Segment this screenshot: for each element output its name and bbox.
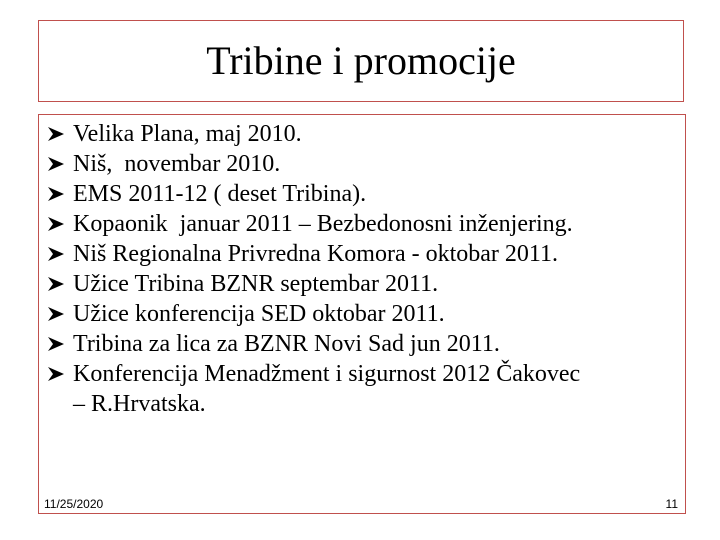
content-box <box>38 114 686 514</box>
list-item <box>47 239 677 269</box>
list-item <box>47 209 677 239</box>
list-item <box>47 329 677 359</box>
page-number: 11 <box>665 497 678 511</box>
list-item <box>47 359 677 389</box>
list-item <box>47 179 677 209</box>
arrow-bullet-icon <box>47 269 73 299</box>
arrow-bullet-icon <box>47 149 73 179</box>
bullet-indent-spacer <box>47 389 73 419</box>
arrow-bullet-icon <box>47 299 73 329</box>
bullet-text: Kopaonik januar 2011 – Bezbedonosni inženjering. <box>73 211 573 237</box>
bullet-text: Užice konferencija SED oktobar 2011. <box>73 301 445 327</box>
arrow-bullet-icon <box>47 359 73 389</box>
list-item <box>47 269 677 299</box>
bullet-text: Niš Regionalna Privredna Komora - oktobar 2011. <box>73 241 559 267</box>
bullet-text: – R.Hrvatska. <box>73 391 206 417</box>
slide-title: Tribine i promocije <box>206 38 516 83</box>
bullet-text: Velika Plana, maj 2010. <box>73 121 302 147</box>
footer-date: 11/25/2020 <box>44 497 104 511</box>
list-item-continuation <box>47 389 677 419</box>
bullet-text: Tribina za lica za BZNR Novi Sad jun 2011. <box>73 331 500 357</box>
arrow-bullet-icon <box>47 239 73 269</box>
bullet-text: Užice Tribina BZNR septembar 2011. <box>73 271 439 297</box>
list-item <box>47 299 677 329</box>
arrow-bullet-icon <box>47 329 73 359</box>
arrow-bullet-icon <box>47 209 73 239</box>
bullet-text: EMS 2011-12 ( deset Tribina). <box>73 181 367 207</box>
bullet-text: Konferencija Menadžment i sigurnost 2012 Čakovec <box>73 361 581 387</box>
bullet-list <box>47 119 677 419</box>
arrow-bullet-icon <box>47 119 73 149</box>
bullet-text: Niš, novembar 2010. <box>73 151 281 177</box>
list-item <box>47 149 677 179</box>
list-item <box>47 119 677 149</box>
title-box <box>38 20 684 102</box>
arrow-bullet-icon <box>47 179 73 209</box>
